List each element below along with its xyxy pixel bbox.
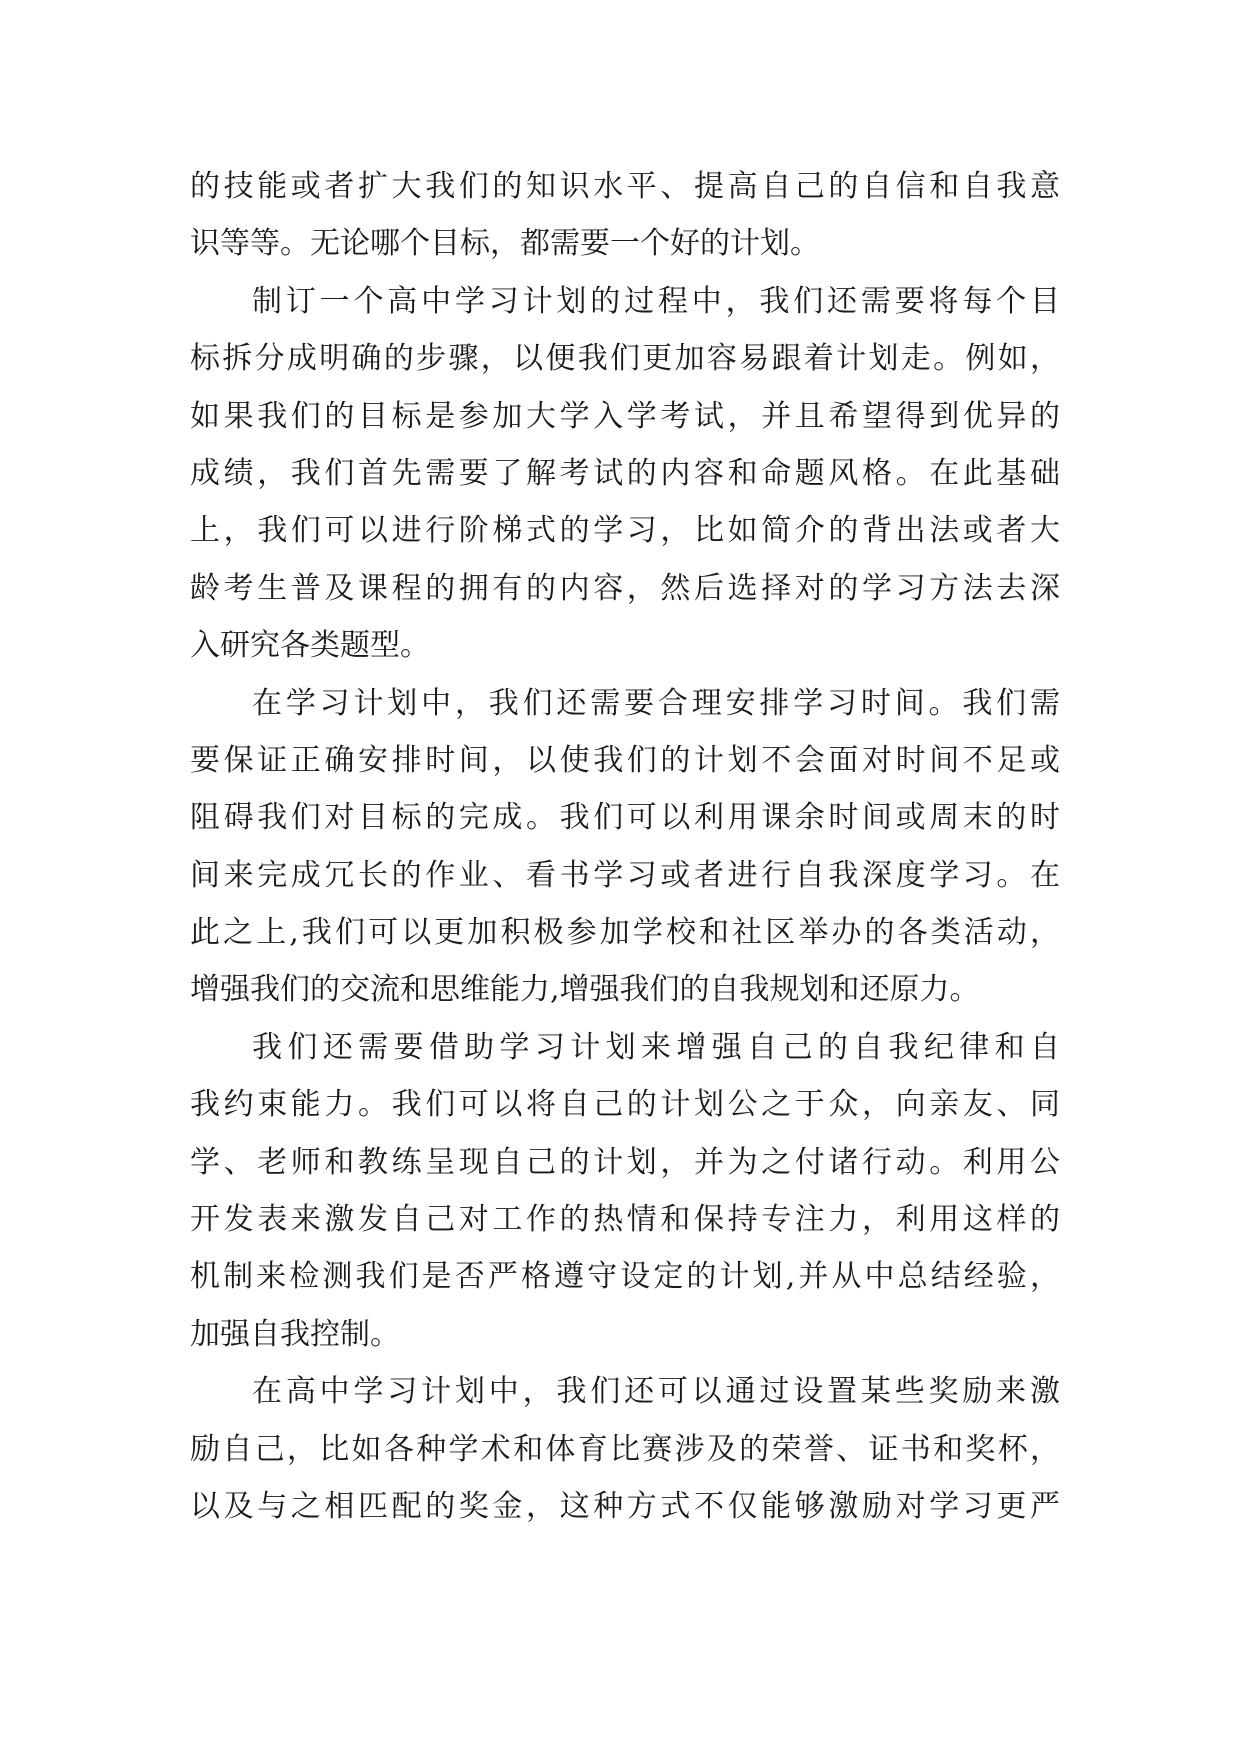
text-line: 间来完成冗长的作业、看书学习或者进行自我深度学习。在 <box>190 857 1060 893</box>
text-line: 此之上,我们可以更加积极参加学校和社区举办的各类活动， <box>190 915 1060 951</box>
text-line: 开发表来激发自己对工作的热情和保持专注力，利用这样的 <box>190 1202 1060 1238</box>
paragraph-2 <box>190 273 1060 675</box>
paragraph-5 <box>190 1363 1060 1535</box>
text-line: 机制来检测我们是否严格遵守设定的计划,并从中总结经验， <box>190 1259 1060 1295</box>
text-line: 上，我们可以进行阶梯式的学习，比如简介的背出法或者大 <box>190 513 1060 549</box>
text-line: 增强我们的交流和思维能力,增强我们的自我规划和还原力。 <box>190 972 980 1008</box>
text-line: 加强自我控制。 <box>190 1316 400 1352</box>
text-line: 龄考生普及课程的拥有的内容，然后选择对的学习方法去深 <box>190 570 1060 606</box>
text-line: 成绩，我们首先需要了解考试的内容和命题风格。在此基础 <box>190 455 1060 491</box>
body-text <box>190 158 1060 1535</box>
text-line: 标拆分成明确的步骤，以便我们更加容易跟着计划走。例如， <box>190 341 1060 377</box>
paragraph-1 <box>190 158 1060 273</box>
text-line: 以及与之相匹配的奖金，这种方式不仅能够激励对学习更严 <box>190 1488 1060 1524</box>
paragraph-3 <box>190 675 1060 1019</box>
text-line: 我们还需要借助学习计划来增强自己的自我纪律和自 <box>252 1029 1060 1065</box>
text-line: 在学习计划中，我们还需要合理安排学习时间。我们需 <box>252 685 1060 721</box>
text-line: 学、老师和教练呈现自己的计划，并为之付诸行动。利用公 <box>190 1144 1060 1180</box>
text-line: 要保证正确安排时间，以使我们的计划不会面对时间不足或 <box>190 742 1060 778</box>
paragraph-4 <box>190 1019 1060 1363</box>
text-line: 制订一个高中学习计划的过程中，我们还需要将每个目 <box>252 283 1060 319</box>
text-line: 励自己，比如各种学术和体育比赛涉及的荣誉、证书和奖杯， <box>190 1431 1060 1467</box>
text-line: 在高中学习计划中，我们还可以通过设置某些奖励来激 <box>252 1374 1060 1410</box>
text-line: 阻碍我们对目标的完成。我们可以利用课余时间或周末的时 <box>190 800 1060 836</box>
text-line: 的技能或者扩大我们的知识水平、提高自己的自信和自我意 <box>190 169 1060 204</box>
text-line: 我约束能力。我们可以将自己的计划公之于众，向亲友、同 <box>190 1087 1060 1123</box>
text-line: 如果我们的目标是参加大学入学考试，并且希望得到优异的 <box>190 398 1060 434</box>
text-line: 识等等。无论哪个目标，都需要一个好的计划。 <box>190 226 820 262</box>
text-line: 入研究各类题型。 <box>190 628 430 664</box>
